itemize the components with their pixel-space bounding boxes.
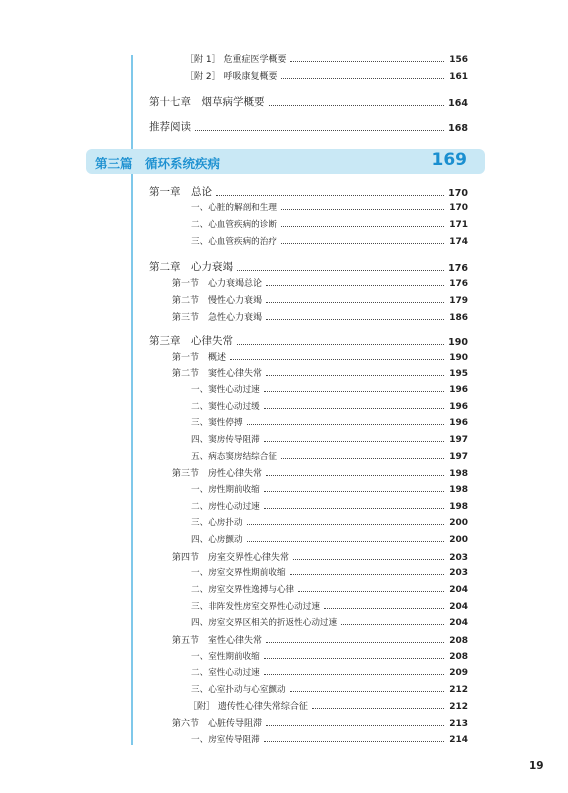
toc-entry-label: 第三节 房性心律失常 (172, 469, 263, 479)
toc-entry-subsection[interactable] (191, 235, 468, 247)
toc-entry-page: 209 (449, 668, 468, 678)
toc-entry-label: 第一节 概述 (172, 353, 227, 363)
toc-entry-subsection[interactable] (191, 450, 468, 462)
toc-entry-label: 一、房室交界性期前收缩 (191, 568, 286, 578)
dot-leader (266, 302, 444, 303)
toc-entry-label: 二、窦性心动过缓 (191, 402, 260, 412)
toc-entry-label: 二、房性心动过速 (191, 502, 260, 512)
toc-entry-page: 174 (449, 237, 468, 247)
toc-entry-subsection[interactable] (191, 666, 468, 678)
toc-entry-page: 212 (449, 685, 468, 695)
toc-entry-label: 三、心血管疾病的治疗 (191, 237, 277, 247)
toc-entry-label: ［附 1］ 危重症医学概要 (185, 55, 287, 65)
toc-entry-page: 170 (449, 203, 468, 213)
dot-leader (237, 344, 444, 345)
toc-entry-subsection[interactable] (191, 218, 468, 230)
toc-entry-appendix[interactable] (185, 52, 468, 65)
toc-entry-page: 197 (449, 435, 468, 445)
toc-entry-label: 四、心房颤动 (191, 535, 243, 545)
dot-leader (290, 691, 444, 692)
page-number: 19 (529, 760, 544, 772)
dot-leader (281, 209, 444, 210)
dot-leader (264, 508, 444, 509)
toc-entry-page: 196 (449, 418, 468, 428)
dot-leader (264, 674, 444, 675)
toc-entry-label: ［附］ 遗传性心律失常综合征 (188, 702, 308, 712)
dot-leader (281, 226, 444, 227)
dot-leader (195, 130, 444, 131)
toc-entry-label: 五、病态窦房结综合征 (191, 452, 277, 462)
dot-leader (266, 285, 444, 286)
toc-entry-subsection[interactable] (191, 516, 468, 528)
toc-entry-page: 204 (449, 618, 468, 628)
part-page-number: 169 (431, 150, 467, 170)
dot-leader (264, 408, 444, 409)
toc-entry-page: 198 (449, 469, 468, 479)
toc-entry-page: 196 (449, 402, 468, 412)
toc-entry-subsection[interactable] (191, 616, 468, 628)
dot-leader (264, 441, 444, 442)
toc-entry-section[interactable] (172, 310, 468, 323)
toc-entry-section[interactable] (172, 276, 468, 289)
toc-entry-section[interactable] (172, 633, 468, 646)
toc-entry-subsection[interactable] (191, 483, 468, 495)
toc-entry-page: 195 (449, 369, 468, 379)
dot-leader (247, 424, 444, 425)
dot-leader (324, 608, 444, 609)
toc-entry-page: 156 (449, 55, 468, 65)
toc-entry-chapter[interactable] (149, 94, 468, 109)
toc-entry-subsection[interactable] (191, 583, 468, 595)
dot-leader (264, 658, 444, 659)
toc-entry-appendix[interactable] (188, 699, 468, 712)
toc-entry-label: 第五节 室性心律失常 (172, 636, 263, 646)
dot-leader (269, 105, 445, 106)
toc-entry-page: 176 (449, 279, 468, 289)
toc-entry-page: 176 (448, 263, 468, 274)
toc-entry-subsection[interactable] (191, 683, 468, 695)
toc-entry-section[interactable] (172, 550, 468, 563)
toc-entry-appendix[interactable] (185, 69, 468, 82)
toc-entry-label: 第六节 心脏传导阻滞 (172, 719, 263, 729)
toc-entry-page: 203 (449, 553, 468, 563)
dot-leader (247, 541, 444, 542)
toc-entry-page: 164 (448, 98, 468, 109)
toc-entry-page: 161 (449, 72, 468, 82)
toc-entry-page: 170 (448, 188, 468, 199)
toc-entry-section[interactable] (172, 366, 468, 379)
toc-entry-subsection[interactable] (191, 600, 468, 612)
dot-leader (266, 725, 444, 726)
dot-leader (312, 708, 444, 709)
dot-leader (237, 270, 444, 271)
toc-entry-page: 204 (449, 585, 468, 595)
toc-entry-label: 一、窦性心动过速 (191, 385, 260, 395)
toc-entry-label: 第一节 心力衰竭总论 (172, 279, 263, 289)
toc-entry-page: 190 (449, 353, 468, 363)
toc-entry-subsection[interactable] (191, 400, 468, 412)
toc-entry-label: 第三节 急性心力衰竭 (172, 313, 263, 323)
dot-leader (290, 61, 444, 62)
toc-entry-chapter[interactable] (149, 259, 468, 274)
dot-leader (264, 491, 444, 492)
toc-entry-label: 四、房室交界区相关的折返性心动过速 (191, 618, 338, 628)
toc-entry-label: 二、心血管疾病的诊断 (191, 220, 277, 230)
dot-leader (216, 195, 444, 196)
toc-entry-section[interactable] (172, 293, 468, 306)
toc-entry-chapter[interactable] (149, 184, 468, 199)
toc-entry-section[interactable] (172, 466, 468, 479)
toc-entry-label: 三、心房扑动 (191, 518, 243, 528)
toc-entry-label: 四、窦房传导阻滞 (191, 435, 260, 445)
toc-entry-page: 190 (448, 337, 468, 348)
dot-leader (293, 559, 444, 560)
toc-entry-chapter[interactable] (149, 119, 468, 134)
dot-leader (266, 319, 444, 320)
toc-entry-page: 214 (449, 735, 468, 745)
dot-leader (264, 741, 444, 742)
toc-entry-label: 第十七章 烟草病学概要 (149, 96, 265, 108)
toc-entry-label: 第二节 慢性心力衰竭 (172, 296, 263, 306)
toc-entry-page: 203 (449, 568, 468, 578)
toc-entry-label: 第二章 心力衰竭 (149, 261, 233, 273)
dot-leader (266, 642, 444, 643)
toc-entry-subsection[interactable] (191, 650, 468, 662)
toc-entry-label: 第四节 房室交界性心律失常 (172, 553, 290, 563)
part-title[interactable]: 第三篇 循环系统疾病 (95, 156, 221, 171)
toc-entry-subsection[interactable] (191, 533, 468, 545)
toc-entry-label: 第三章 心律失常 (149, 335, 233, 347)
dot-leader (341, 624, 444, 625)
toc-entry-page: 168 (448, 123, 468, 134)
dot-leader (230, 359, 444, 360)
dot-leader (266, 375, 444, 376)
toc-entry-label: ［附 2］ 呼吸康复概要 (185, 72, 278, 82)
toc-entry-chapter[interactable] (149, 333, 468, 348)
toc-entry-section[interactable] (172, 350, 468, 363)
toc-entry-label: 一、房性期前收缩 (191, 485, 260, 495)
toc-entry-label: 一、室性期前收缩 (191, 652, 260, 662)
toc-entry-subsection[interactable] (191, 383, 468, 395)
toc-entry-page: 179 (449, 296, 468, 306)
toc-entry-page: 196 (449, 385, 468, 395)
toc-entry-label: 推荐阅读 (149, 121, 191, 133)
dot-leader (264, 391, 444, 392)
dot-leader (281, 78, 444, 79)
toc-entry-subsection[interactable] (191, 566, 468, 578)
toc-entry-page: 186 (449, 313, 468, 323)
dot-leader (281, 458, 444, 459)
dot-leader (247, 524, 444, 525)
toc-entry-page: 212 (449, 702, 468, 712)
dot-leader (298, 591, 444, 592)
toc-entry-label: 三、心室扑动与心室颤动 (191, 685, 286, 695)
toc-entry-label: 二、房室交界性逸搏与心律 (191, 585, 295, 595)
toc-entry-subsection[interactable] (191, 500, 468, 512)
toc-entry-page: 171 (449, 220, 468, 230)
toc-entry-label: 二、室性心动过速 (191, 668, 260, 678)
toc-entry-page: 198 (449, 502, 468, 512)
toc-entry-label: 第二节 窦性心律失常 (172, 369, 263, 379)
toc-entry-page: 208 (449, 652, 468, 662)
toc-entry-page: 208 (449, 636, 468, 646)
toc-entry-label: 第一章 总论 (149, 186, 212, 198)
toc-entry-page: 200 (449, 535, 468, 545)
toc-entry-section[interactable] (172, 716, 468, 729)
toc-entry-page: 213 (449, 719, 468, 729)
toc-entry-page: 198 (449, 485, 468, 495)
toc-entry-page: 204 (449, 602, 468, 612)
toc-entry-subsection[interactable] (191, 201, 468, 213)
toc-entry-label: 三、非阵发性房室交界性心动过速 (191, 602, 320, 612)
toc-entry-subsection[interactable] (191, 433, 468, 445)
toc-entry-label: 三、窦性停搏 (191, 418, 243, 428)
toc-entry-page: 197 (449, 452, 468, 462)
toc-entry-subsection[interactable] (191, 416, 468, 428)
toc-entry-label: 一、心脏的解剖和生理 (191, 203, 277, 213)
toc-entry-page: 200 (449, 518, 468, 528)
toc-entry-label: 一、房室传导阻滞 (191, 735, 260, 745)
dot-leader (266, 475, 444, 476)
dot-leader (281, 243, 444, 244)
toc-entry-subsection[interactable] (191, 733, 468, 745)
dot-leader (290, 574, 444, 575)
